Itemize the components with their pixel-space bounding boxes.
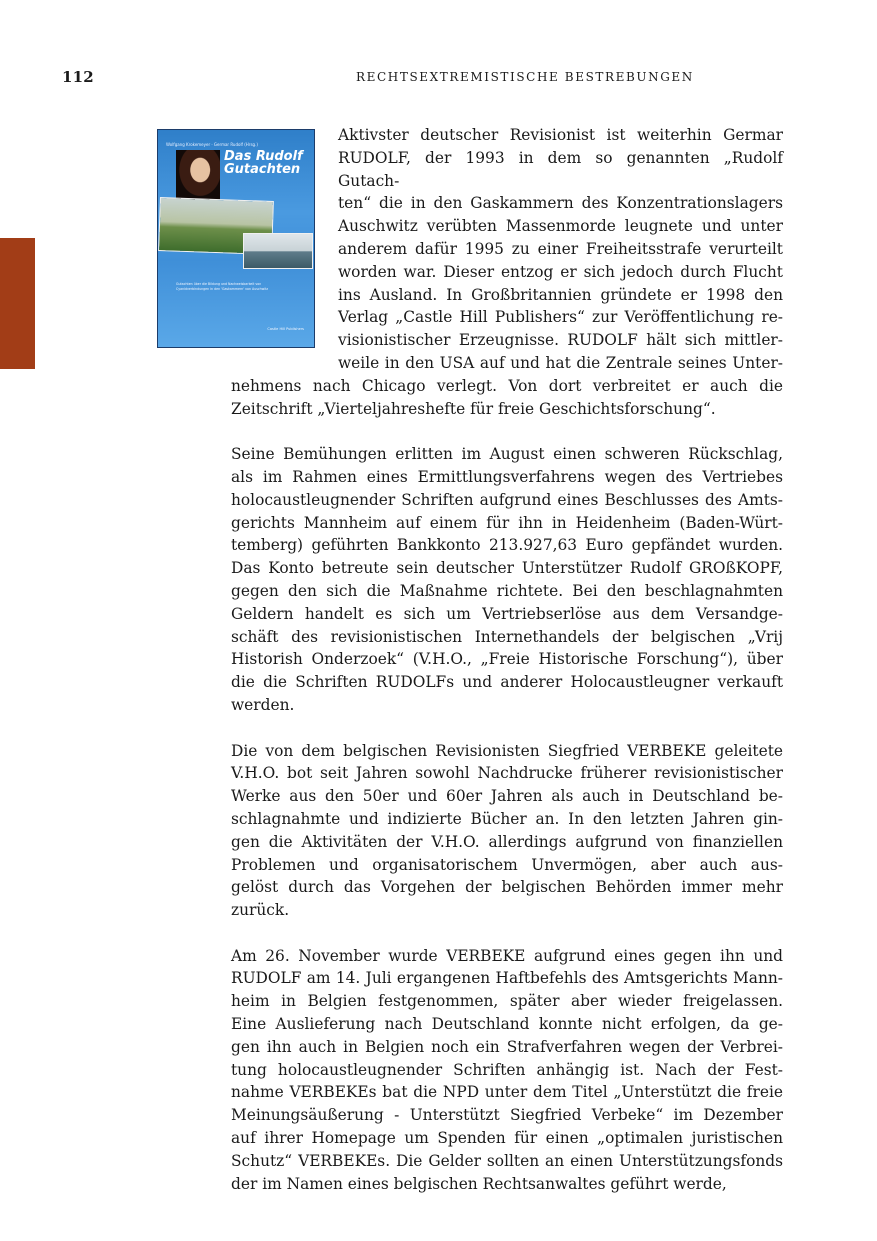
text-line: Am 26. November wurde VERBEKE aufgrund eines gegen ihn und	[231, 946, 783, 965]
text-line: worden war. Dieser entzog er sich jedoch durch Flucht	[338, 262, 783, 281]
text-line: Werke aus den 50er und 60er Jahren als auch in Deutschland be-	[231, 787, 783, 806]
running-head: RECHTSEXTREMISTISCHE BESTREBUNGEN	[356, 70, 694, 84]
text-line: Das Konto betreute sein deutscher Unterstützer Rudolf GROßKOPF,	[231, 559, 783, 578]
text-line: werden.	[231, 695, 295, 714]
text-line: Geldern handelt es sich um Vertriebserlöse aus dem Versandge-	[231, 604, 783, 623]
text-line: Meinungsäußerung - Unterstützt Siegfried Verbeke“ im Dezember	[231, 1106, 783, 1125]
text-line: tung holocaustleugnender Schriften anhängig ist. Nach der Fest-	[231, 1060, 783, 1079]
cover-title: Das Rudolf Gutachten	[224, 149, 303, 177]
text-line: holocaustleugnender Schriften aufgrund eines Beschlusses des Amts-	[231, 490, 783, 509]
text-line: Die von dem belgischen Revisionisten Siegfried VERBEKE geleitete	[231, 741, 783, 760]
paragraph-4	[231, 945, 783, 1196]
text-line: V.H.O. bot seit Jahren sowohl Nachdrucke früherer revisionistischer	[231, 764, 783, 783]
chapter-side-tab	[0, 238, 35, 369]
text-line: Historish Onderzoek“ (V.H.O., „Freie Historische Forschung“), über	[231, 650, 783, 669]
text-line: auf ihrer Homepage um Spenden für einen „optimalen juristischen	[231, 1129, 783, 1148]
text-line: visionistischer Erzeugnisse. RUDOLF hält sich mittler-	[338, 331, 783, 350]
page-number: 112	[62, 68, 94, 86]
text-line: gegen den sich die Maßnahme richtete. Bei den beschlagnahmten	[231, 581, 783, 600]
cover-building-photo	[244, 234, 312, 268]
paragraph-2	[231, 443, 783, 717]
text-line: RUDOLF am 14. Juli ergangenen Haftbefehls des Amtsgerichts Mann-	[231, 969, 783, 988]
text-line: gelöst durch das Vorgehen der belgischen Behörden immer mehr	[231, 878, 783, 897]
text-line: gen ihn auch in Belgien noch ein Strafverfahren wegen der Verbrei-	[231, 1037, 783, 1056]
text-line: weile in den USA auf und hat die Zentrale seines Unter-	[338, 353, 783, 372]
body-text	[166, 124, 783, 1195]
cover-portrait-photo	[176, 150, 220, 200]
text-line: Problemen und organisatorischem Unvermögen, aber auch aus-	[231, 855, 783, 874]
paragraph-3	[231, 740, 783, 922]
text-line: als im Rahmen eines Ermittlungsverfahrens wegen des Vertriebes	[231, 467, 783, 486]
paragraph-text	[231, 443, 783, 717]
text-line: gen die Aktivitäten der V.H.O. allerdings aufgrund von finanziellen	[231, 832, 783, 851]
text-line: schlagnahmte und indizierte Bücher an. In den letzten Jahren gin-	[231, 809, 783, 828]
text-line: Aktivster deutscher Revisionist ist weiterhin Germar	[338, 126, 783, 144]
cover-blurb: Gutachten über die Bildung und Nachweisbarkeit von Cyanidverbindungen in den 'Gaskammern' von Auschwitz	[176, 282, 269, 291]
cover-authors: Wolfgang Krokemeyer · Germar Rudolf (Hrsg.)	[166, 142, 258, 147]
text-line: Eine Auslieferung nach Deutschland konnte nicht erfolgen, da ge-	[231, 1015, 783, 1034]
text-line: die die Schriften RUDOLFs und anderer Holocaustleugner verkauft	[231, 673, 783, 692]
text-line: gerichts Mannheim auf einem für ihn in Heidenheim (Baden-Würt-	[231, 513, 783, 532]
text-line: anderem dafür 1995 zu einer Freiheitsstrafe verurteilt	[338, 239, 783, 258]
text-line: der im Namen eines belgischen Rechtsanwaltes geführt werde,	[231, 1174, 727, 1193]
text-line: temberg) geführten Bankkonto 213.927,63 Euro gepfändet wurden.	[231, 536, 783, 555]
paragraph-1	[166, 124, 783, 420]
text-line: zurück.	[231, 901, 290, 920]
paragraph-text	[231, 740, 783, 922]
text-line: nahme VERBEKEs bat die NPD unter dem Titel „Unterstützt die freie	[231, 1083, 783, 1102]
text-line: nehmens nach Chicago verlegt. Von dort verbreitet er auch die	[231, 376, 783, 395]
text-line: RUDOLF, der 1993 in dem so genannten „Rudolf Gutach-	[338, 148, 783, 190]
text-line: Schutz“ VERBEKEs. Die Gelder sollten an einen Unterstützungsfonds	[231, 1151, 783, 1170]
text-line: heim in Belgien festgenommen, später aber wieder freigelassen.	[231, 992, 783, 1011]
paragraph-text	[231, 945, 783, 1196]
text-line: ten“ die in den Gaskammern des Konzentrationslagers	[338, 194, 783, 213]
text-line: Seine Bemühungen erlitten im August einen schweren Rückschlag,	[231, 445, 783, 464]
text-line: Verlag „Castle Hill Publishers“ zur Veröffentlichung re-	[338, 308, 783, 327]
text-line: Auschwitz verübten Massenmorde leugnete und unter	[338, 217, 783, 236]
cover-publisher: Castle Hill Publishers	[267, 327, 304, 332]
text-line: schäft des revisionistischen Internethandels der belgischen „Vrij	[231, 627, 783, 646]
text-line: ins Ausland. In Großbritannien gründete er 1998 den	[338, 285, 783, 304]
text-line: Zeitschrift „Vierteljahreshefte für freie Geschichtsforschung“.	[231, 399, 716, 418]
book-cover-image	[157, 129, 315, 348]
